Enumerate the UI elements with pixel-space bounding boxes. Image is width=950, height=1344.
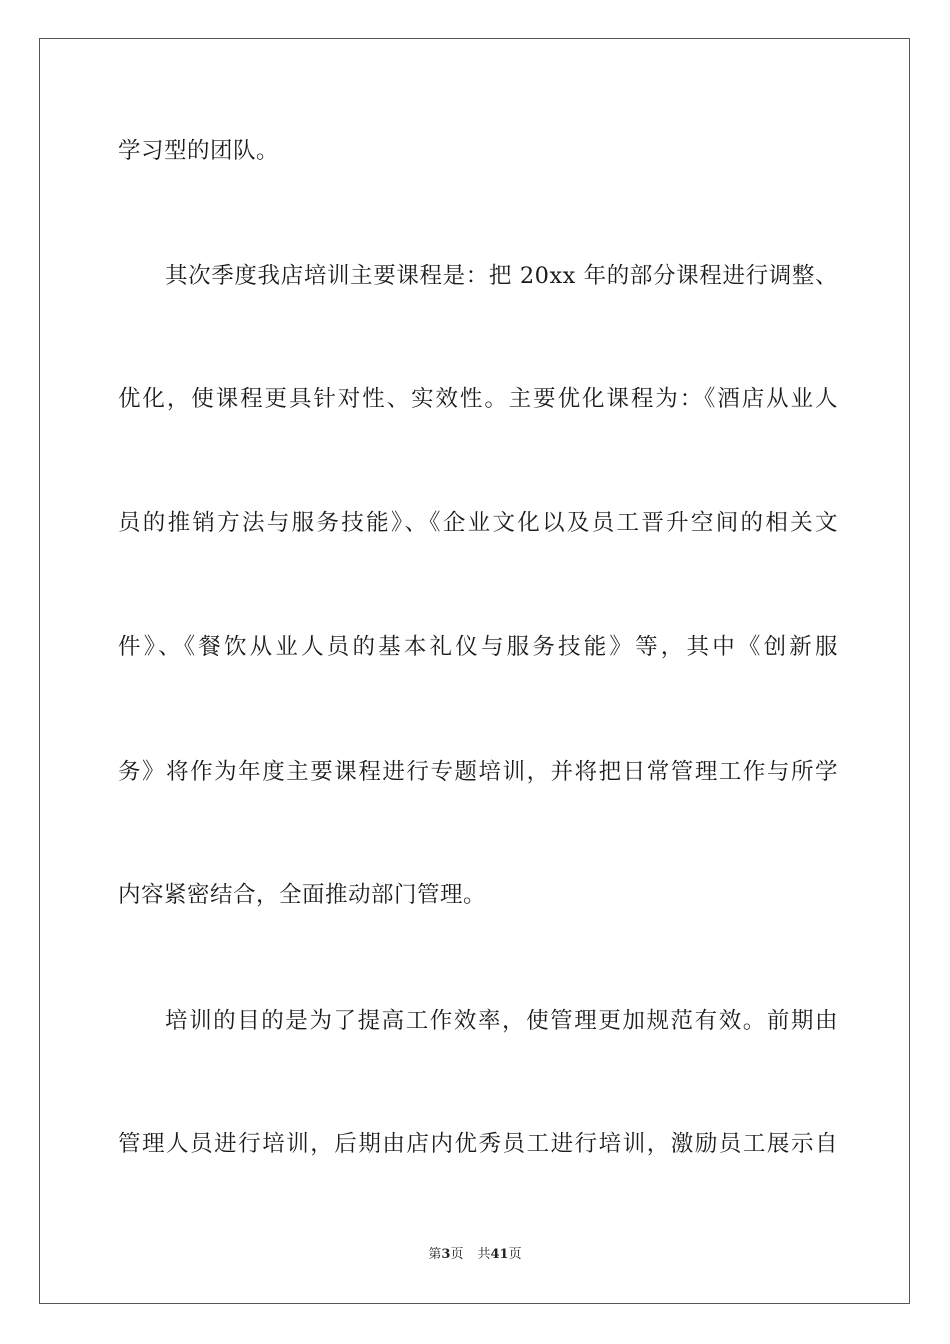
total-suffix: 页 (508, 1247, 522, 1262)
text-line-1: 学习型的团队。 (118, 138, 280, 164)
page-suffix: 页 (450, 1247, 464, 1262)
text-line-8: 培训的目的是为了提高工作效率，使管理更加规范有效。前期由 (165, 1008, 838, 1034)
total-prefix: 共 (477, 1247, 491, 1262)
text-line-3: 优化，使课程更具针对性、实效性。主要优化课程为：《酒店从业人 (118, 386, 838, 412)
text-line-7: 内容紧密结合，全面推动部门管理。 (118, 882, 487, 908)
page-number: 3 (441, 1247, 451, 1262)
page-border (39, 38, 910, 1304)
page-footer (0, 1246, 950, 1264)
text-line-6: 务》将作为年度主要课程进行专题培训，并将把日常管理工作与所学 (118, 759, 838, 785)
text-line-9: 管理人员进行培训，后期由店内优秀员工进行培训，激励员工展示自 (118, 1131, 838, 1157)
text-line-2: 其次季度我店培训主要课程是：把 20xx 年的部分课程进行调整、 (165, 263, 838, 289)
page-prefix: 第 (428, 1247, 442, 1262)
text-line-4: 员的推销方法与服务技能》、《企业文化以及员工晋升空间的相关文 (118, 510, 838, 536)
total-pages: 41 (490, 1247, 509, 1262)
text-line-5: 件》、《餐饮从业人员的基本礼仪与服务技能》等，其中《创新服 (118, 634, 838, 660)
